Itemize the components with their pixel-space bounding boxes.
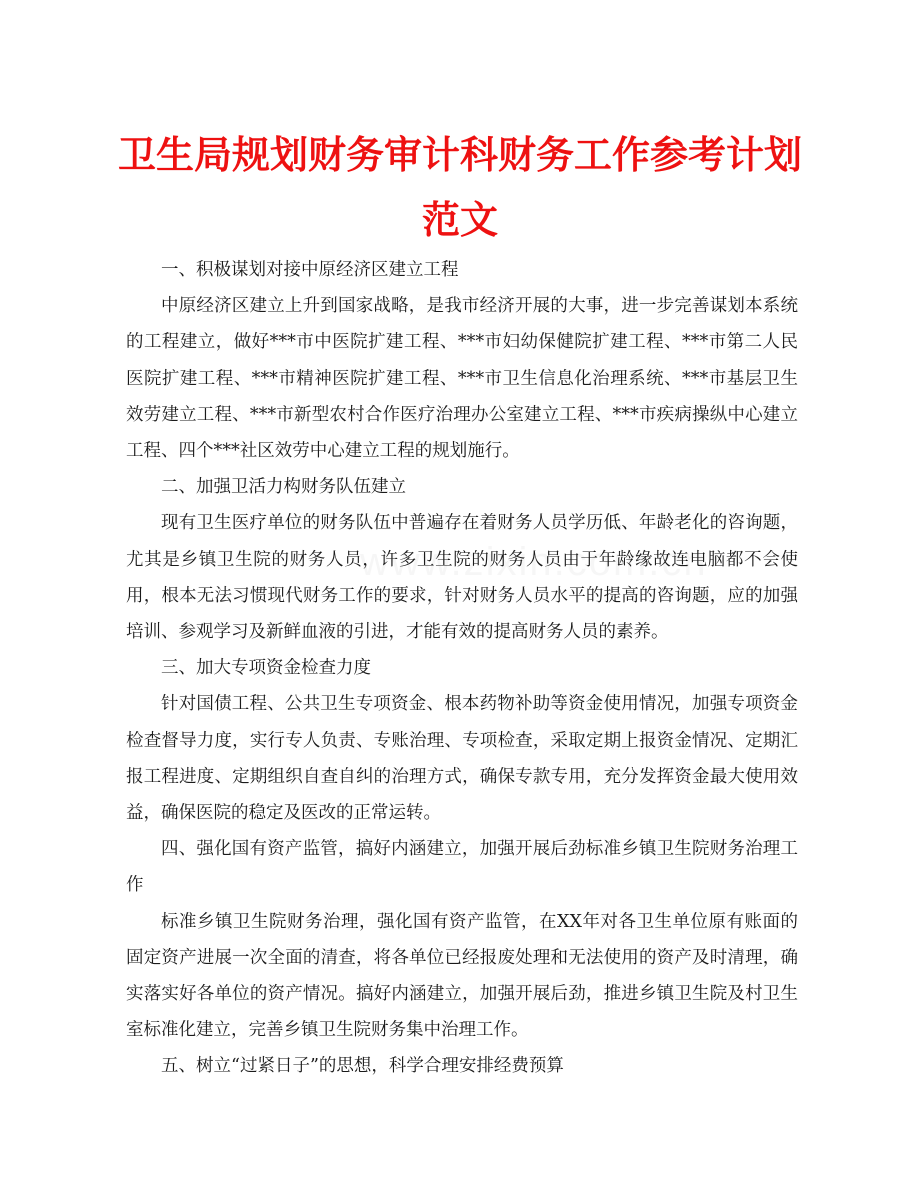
section-heading-3: 三、加大专项资金检查力度 bbox=[161, 658, 371, 679]
document-body bbox=[126, 252, 798, 1085]
section-heading-1: 一、积极谋划对接中原经济区建立工程 bbox=[161, 260, 459, 280]
section-heading-4: 四、强化国有资产监管，搞好内涵建立，加强开展后劲标准乡镇卫生院财务治理工作 bbox=[126, 839, 798, 896]
section-paragraph-2: 现有卫生医疗单位的财务队伍中普遍存在着财务人员学历低、年龄老化的咨询题，尤其是乡镇卫生院的财务人员，许多卫生院的财务人员由于年龄缘故连电脑都不会使用，根本无法习惯现代财务工作的要求，针对财务人员水平的提高的咨询题，应的加强培训、参观学习及新鲜血液的引进，才能有效的提高财务人员的素养。 bbox=[126, 513, 798, 643]
section-heading-5: 五、树立“过紧日子”的思想，科学合理安排经费预算 bbox=[161, 1056, 564, 1077]
section-paragraph-1: 中原经济区建立上升到国家战略，是我市经济开展的大事，进一步完善谋划本系统的工程建立，做好***市中医院扩建工程、***市妇幼保健院扩建工程、***市第二人民医院扩建工程、***市精神医院扩建工程、***市卫生信息化治理系统、***市基层卫生效劳建立工程、***市新型农村合作医疗治理办公室建立工程、***市疾病操纵中心建立工程、四个***社区效劳中心建立工程的规划施行。 bbox=[126, 296, 798, 462]
document-title-line-2: 范文 bbox=[421, 198, 498, 242]
section-paragraph-3: 针对国债工程、公共卫生专项资金、根本药物补助等资金使用情况，加强专项资金检查督导力度，实行专人负责、专账治理、专项检查，采取定期上报资金情况、定期汇报工程进度、定期组织自查自纠的治理方式，确保专款专用，充分发挥资金最大使用效益，确保医院的稳定及医改的正常运转。 bbox=[126, 694, 798, 824]
section-heading-2: 二、加强卫活力构财务队伍建立 bbox=[161, 477, 406, 498]
document-title-line-1: 卫生局规划财务审计科财务工作参考计划 bbox=[117, 133, 802, 177]
section-paragraph-4: 标准乡镇卫生院财务治理，强化国有资产监管，在XX年对各卫生单位原有账面的固定资产进展一次全面的清查，将各单位已经报废处理和无法使用的资产及时清理，确实落实好各单位的资产情况。搞好内涵建立，加强开展后劲，推进乡镇卫生院及村卫生室标准化建立，完善乡镇卫生院财务集中治理工作。 bbox=[126, 911, 798, 1041]
